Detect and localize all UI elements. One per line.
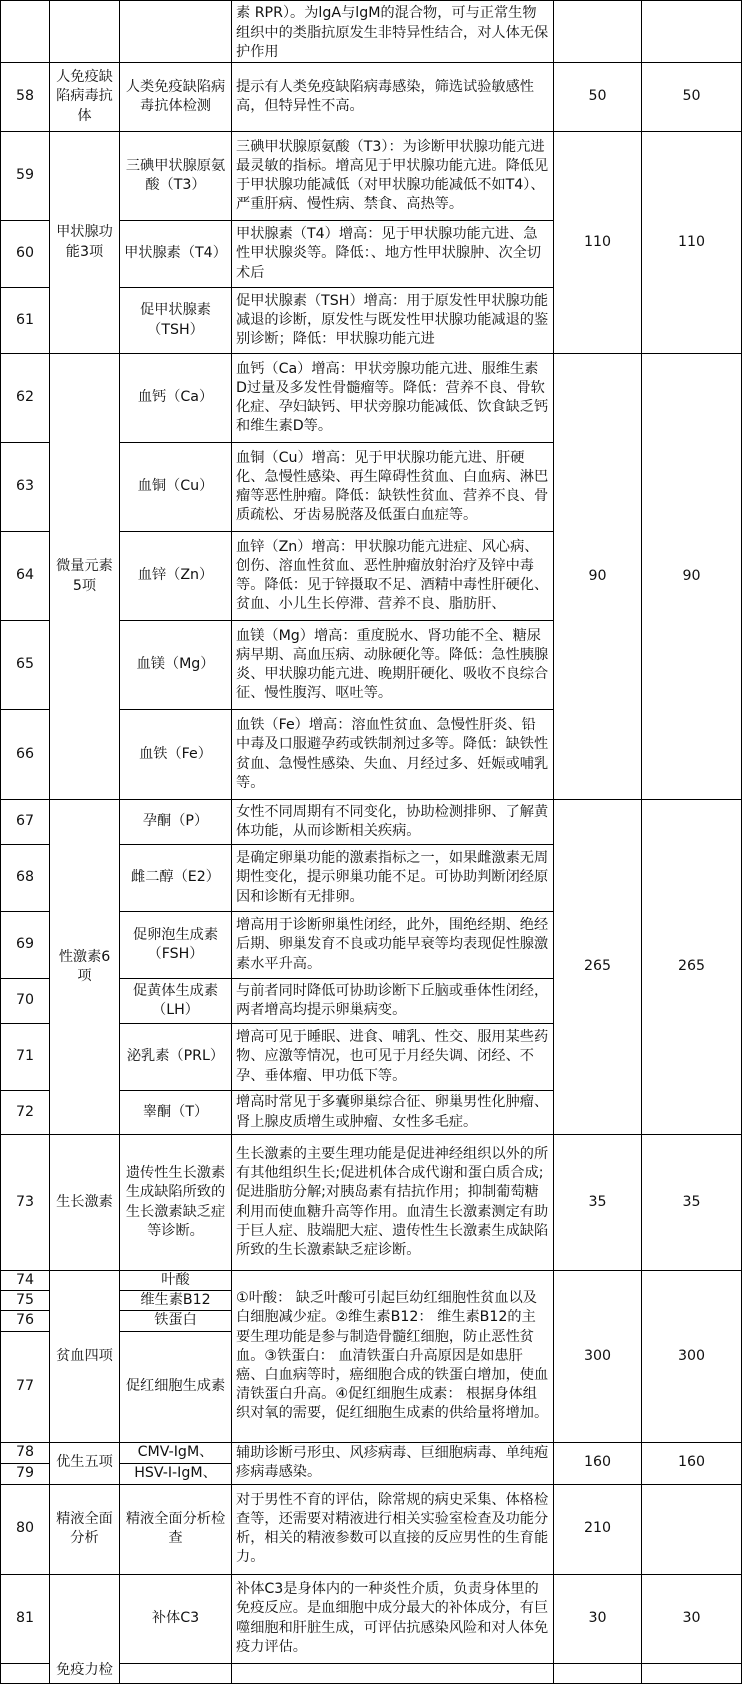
item-cell: 人类免疫缺陷病毒抗体检测: [120, 63, 232, 132]
description-cell: 血镁（Mg）增高：重度脱水、肾功能不全、糖尿病早期、高血压病、动脉硬化等。降低：急性胰腺炎、甲状腺功能亢进、晚期肝硬化、吸收不良综合征、慢性腹泻、呕吐等。: [232, 621, 554, 710]
member-price-cell: 35: [642, 1135, 742, 1271]
item-cell: 遗传性生长激素生成缺陷所致的生长激素缺乏症等诊断。: [120, 1135, 232, 1271]
item-cell: 补体C3: [120, 1574, 232, 1663]
table-row: [1, 132, 742, 221]
row-number: 76: [1, 1311, 50, 1331]
item-cell: 三碘甲状腺原氨酸（T3）: [120, 132, 232, 221]
member-price-cell: [642, 1663, 742, 1683]
row-number: 59: [1, 132, 50, 221]
row-number: 69: [1, 912, 50, 979]
row-number: 71: [1, 1024, 50, 1091]
member-price-cell: [642, 1484, 742, 1574]
item-cell: HSV-Ⅰ-IgM、: [120, 1463, 232, 1484]
category-cell: 性激素6项: [50, 800, 120, 1135]
category-cell: 人免疫缺陷病毒抗体: [50, 63, 120, 132]
description-cell: 血铁（Fe）增高：溶血性贫血、急慢性肝炎、铅中毒及口服避孕药或铁制剂过多等。降低：缺铁性贫血、急慢性感染、失血、月经过多、妊娠或哺乳等。: [232, 710, 554, 800]
item-cell: 血铁（Fe）: [120, 710, 232, 800]
item-cell: 促红细胞生成素: [120, 1331, 232, 1442]
row-number: 70: [1, 979, 50, 1024]
description-cell: 对于男性不育的评估，除常规的病史采集、体格检查等，还需要对精液进行相关实验室检查及功能分析，相关的精液参数可以直接的反应男性的生育能力。: [232, 1484, 554, 1574]
table-row: [1, 1442, 742, 1463]
item-cell: 血铜（Cu）: [120, 443, 232, 532]
row-number: 72: [1, 1091, 50, 1135]
description-cell: 三碘甲状腺原氨酸（T3）：为诊断甲状腺功能亢进最灵敏的指标。增高见于甲状腺功能亢进。降低见于甲状腺功能减低（对甲状腺功能减低不如T4）、严重肝病、慢性病、禁食、高热等。: [232, 132, 554, 221]
description-cell: 与前者同时降低可协助诊断下丘脑或垂体性闭经，两者增高均提示卵巢病变。: [232, 979, 554, 1024]
description-cell: 增高可见于睡眠、进食、哺乳、性交、服用某些药物、应激等情况，也可见于月经失调、闭经、不孕、垂体瘤、甲功低下等。: [232, 1024, 554, 1091]
item-cell: 血钙（Ca）: [120, 354, 232, 443]
price-cell: 35: [554, 1135, 642, 1271]
member-price-cell: 160: [642, 1442, 742, 1484]
table-row: [1, 1135, 742, 1271]
description-cell: 生长激素的主要生理功能是促进神经组织以外的所有其他组织生长;促进机体合成代谢和蛋白质合成;促进脂肪分解;对胰岛素有拮抗作用；抑制葡萄糖利用而使血糖升高等作用。血清生长激素测定有助于巨人症、肢端肥大症、遗传性生长激素生成缺陷所致的生长激素缺乏症诊断。: [232, 1135, 554, 1271]
item-cell: 雌二醇（E2）: [120, 845, 232, 912]
row-number: 67: [1, 800, 50, 845]
row-number: 66: [1, 710, 50, 800]
item-cell: CMV-IgM、: [120, 1442, 232, 1463]
price-cell: 300: [554, 1271, 642, 1443]
description-cell: 甲状腺素（T4）增高：见于甲状腺功能亢进、急性甲状腺炎等。降低：、地方性甲状腺肿、次全切术后: [232, 221, 554, 288]
table-row: [1, 1484, 742, 1574]
price-cell: 110: [554, 132, 642, 354]
item-cell: 甲状腺素（T4）: [120, 221, 232, 288]
item-cell: 促卵泡生成素（FSH）: [120, 912, 232, 979]
member-price-cell: 110: [642, 132, 742, 354]
description-cell: 素 RPR）。为lgA与lgM的混合物，可与正常生物组织中的类脂抗原发生非特异性结合，对人体无保护作用: [232, 1, 554, 63]
description-cell: 是确定卵巢功能的激素指标之一，如果雌激素无周期性变化，提示卵巢功能不足。可协助判断闭经原因和诊断有无排卵。: [232, 845, 554, 912]
description-cell: 血铜（Cu）增高：见于甲状腺功能亢进、肝硬化、急慢性感染、再生障碍性贫血、白血病、淋巴瘤等恶性肿瘤。降低：缺铁性贫血、营养不良、骨质疏松、牙齿易脱落及低蛋白血症等。: [232, 443, 554, 532]
price-cell: 210: [554, 1484, 642, 1574]
category-cell: [50, 1, 120, 63]
description-cell: 增高时常见于多囊卵巢综合征、卵巢男性化肿瘤、肾上腺皮质增生或肿瘤、女性多毛症。: [232, 1091, 554, 1135]
table-row: [1, 63, 742, 132]
item-cell: [120, 1663, 232, 1683]
description-cell: 辅助诊断弓形虫、风疹病毒、巨细胞病毒、单纯疱疹病毒感染。: [232, 1442, 554, 1484]
row-number: 78: [1, 1442, 50, 1463]
item-cell: [120, 1, 232, 63]
row-number: 62: [1, 354, 50, 443]
row-number: 81: [1, 1574, 50, 1663]
item-cell: 促甲状腺素（TSH）: [120, 288, 232, 354]
category-cell: 贫血四项: [50, 1271, 120, 1443]
description-cell: 血钙（Ca）增高：甲状旁腺功能亢进、服维生素D过量及多发性骨髓瘤等。降低：营养不良、骨软化症、孕妇缺钙、甲状旁腺功能减低、饮食缺乏钙和维生素D等。: [232, 354, 554, 443]
member-price-cell: 265: [642, 800, 742, 1135]
row-number: 60: [1, 221, 50, 288]
member-price-cell: 90: [642, 354, 742, 800]
item-cell: 孕酮（P）: [120, 800, 232, 845]
price-cell: 265: [554, 800, 642, 1135]
row-number: 75: [1, 1291, 50, 1311]
description-cell: ①叶酸： 缺乏叶酸可引起巨幼红细胞性贫血以及白细胞减少症。②维生素B12： 维生素B12的主要生理功能是参与制造骨髓红细胞，防止恶性贫血。③铁蛋白： 血清铁蛋白升高原因是如患肝癌、白血病等时，癌细胞合成的铁蛋白增加，使血清铁蛋白升高。④促红细胞生成素： 根据身体组织对氧的需要，促红细胞生成素的供给量将增加。: [232, 1271, 554, 1443]
row-number: 80: [1, 1484, 50, 1574]
row-number: [1, 1, 50, 63]
category-cell: 免疫力检: [50, 1574, 120, 1683]
item-cell: 铁蛋白: [120, 1311, 232, 1331]
price-cell: 90: [554, 354, 642, 800]
category-cell: 精液全面分析: [50, 1484, 120, 1574]
item-cell: 睾酮（T）: [120, 1091, 232, 1135]
row-number: 68: [1, 845, 50, 912]
table-row: [1, 1, 742, 63]
price-cell: [554, 1663, 642, 1683]
description-cell: 提示有人类免疫缺陷病毒感染，筛选试验敏感性高，但特异性不高。: [232, 63, 554, 132]
table-row: [1, 800, 742, 845]
table-row: [1, 1271, 742, 1291]
row-number: 74: [1, 1271, 50, 1291]
member-price-cell: 30: [642, 1574, 742, 1663]
description-cell: 增高用于诊断卵巢性闭经，此外，围绝经期、绝经后期、卵巢发育不良或功能早衰等均表现促性腺激素水平升高。: [232, 912, 554, 979]
description-cell: 血锌（Zn）增高：甲状腺功能亢进症、风心病、创伤、溶血性贫血、恶性肿瘤放射治疗及锌中毒等。降低：见于锌摄取不足、酒精中毒性肝硬化、贫血、小儿生长停滞、营养不良、脂肪肝、: [232, 532, 554, 621]
category-cell: 甲状腺功能3项: [50, 132, 120, 354]
row-number: 63: [1, 443, 50, 532]
row-number: 73: [1, 1135, 50, 1271]
member-price-cell: 50: [642, 63, 742, 132]
member-price-cell: 300: [642, 1271, 742, 1443]
price-cell: 50: [554, 63, 642, 132]
item-cell: 精液全面分析检查: [120, 1484, 232, 1574]
price-cell: 160: [554, 1442, 642, 1484]
description-cell: 促甲状腺素（TSH）增高：用于原发性甲状腺功能减退的诊断，原发性与既发性甲状腺功能减退的鉴别诊断；降低：甲状腺功能亢进: [232, 288, 554, 354]
price-cell: [554, 1, 642, 63]
item-cell: 血锌（Zn）: [120, 532, 232, 621]
row-number: 61: [1, 288, 50, 354]
table-row: [1, 1574, 742, 1663]
row-number: 58: [1, 63, 50, 132]
item-cell: 血镁（Mg）: [120, 621, 232, 710]
row-number: [1, 1663, 50, 1683]
row-number: 65: [1, 621, 50, 710]
category-cell: 优生五项: [50, 1442, 120, 1484]
item-cell: 泌乳素（PRL）: [120, 1024, 232, 1091]
item-cell: 叶酸: [120, 1271, 232, 1291]
item-cell: 维生素B12: [120, 1291, 232, 1311]
row-number: 77: [1, 1331, 50, 1442]
row-number: 79: [1, 1463, 50, 1484]
description-cell: [232, 1663, 554, 1683]
category-cell: 生长激素: [50, 1135, 120, 1271]
table-row: [1, 354, 742, 443]
category-cell: 微量元素5项: [50, 354, 120, 800]
price-cell: 30: [554, 1574, 642, 1663]
description-cell: 补体C3是身体内的一种炎性介质，负责身体里的免疫反应。是血细胞中成分最大的补体成分，有巨噬细胞和肝脏生成，可评估抗感染风险和对人体免疫力评估。: [232, 1574, 554, 1663]
row-number: 64: [1, 532, 50, 621]
description-cell: 女性不同周期有不同变化，协助检测排卵、了解黄体功能，从而诊断相关疾病。: [232, 800, 554, 845]
item-cell: 促黄体生成素（LH）: [120, 979, 232, 1024]
member-price-cell: [642, 1, 742, 63]
